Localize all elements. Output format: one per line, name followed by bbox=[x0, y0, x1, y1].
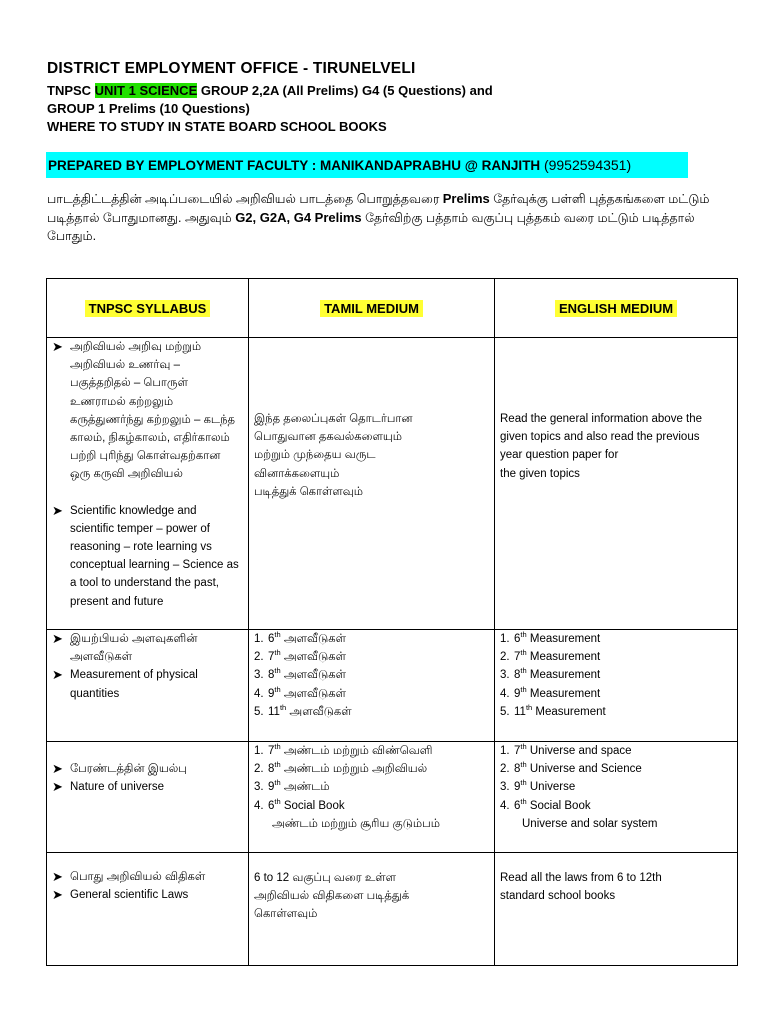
list-item: 2. 7th அளவீடுகள் bbox=[254, 648, 347, 664]
list-item: 3. 9th அண்டம் bbox=[254, 778, 330, 794]
bullet-icon: ➤ bbox=[52, 869, 63, 884]
syllabus-text-en: Nature of universe bbox=[70, 781, 164, 794]
document-title: DISTRICT EMPLOYMENT OFFICE - TIRUNELVELI bbox=[47, 60, 416, 77]
phone-number: (9952594351) bbox=[543, 157, 632, 173]
prepared-by-banner bbox=[46, 152, 688, 178]
table-row bbox=[47, 742, 738, 853]
syllabus-text-ta: பேரண்டத்தின் இயல்பு bbox=[70, 763, 187, 775]
cell-line: கொள்ளவும் bbox=[254, 908, 318, 921]
list-item: 1. 6th அளவீடுகள் bbox=[254, 630, 347, 645]
cell-line: அண்டம் மற்றும் சூரிய குடும்பம் bbox=[272, 817, 440, 830]
intro-bold-2: G2, G2A, G4 Prelims bbox=[235, 209, 362, 225]
english-cell bbox=[495, 742, 738, 853]
list-item: 2. 8th அண்டம் மற்றும் அறிவியல் bbox=[254, 760, 428, 776]
list-item: 2. 7th Measurement bbox=[500, 648, 601, 664]
cell-line: பொதுவான தகவல்களையும் bbox=[254, 431, 402, 444]
table-row bbox=[47, 853, 738, 966]
list-item: 3. 8th அளவீடுகள் bbox=[254, 666, 347, 682]
list-item: 5. 11th Measurement bbox=[500, 702, 606, 718]
bullet-item bbox=[52, 868, 243, 886]
intro-text-2: தேர்வுக்கு பள்ளி புத்தகங்களை மட்டும் படித்தால் போதுமானது. அதுவும் bbox=[47, 192, 710, 225]
syllabus-cell bbox=[47, 742, 249, 853]
syllabus-cell bbox=[47, 853, 249, 966]
bullet-icon: ➤ bbox=[52, 667, 63, 683]
intro-bold-1: Prelims bbox=[442, 191, 490, 206]
cell-line: Read the general information above the bbox=[500, 413, 703, 425]
list-item: 1. 7th அண்டம் மற்றும் விண்வெளி bbox=[254, 742, 433, 757]
list-item: 3. 9th Universe bbox=[500, 778, 576, 794]
tamil-cell bbox=[249, 853, 495, 966]
bullet-item bbox=[52, 760, 243, 778]
syllabus-text-en: Scientific knowledge and scientific temper – power of reasoning – rote learning vs conceptual learning – Science as a tool to understand the past, present and future bbox=[70, 504, 239, 608]
cell-line: Read all the laws from 6 to 12th bbox=[500, 872, 662, 884]
subtitle-line-3: WHERE TO STUDY IN STATE BOARD SCHOOL BOOKS bbox=[47, 119, 387, 134]
subtitle-prefix: TNPSC bbox=[47, 83, 95, 98]
syllabus-cell bbox=[47, 630, 249, 742]
bullet-icon: ➤ bbox=[52, 779, 63, 795]
cell-line: 6 to 12 வகுப்பு வரை உள்ள bbox=[254, 872, 397, 884]
bullet-icon: ➤ bbox=[52, 339, 63, 354]
bullet-item bbox=[52, 666, 243, 702]
syllabus-text-ta: பொது அறிவியல் விதிகள் bbox=[70, 871, 206, 883]
list-item: 1. 6th Measurement bbox=[500, 630, 601, 645]
table-header-row bbox=[47, 279, 738, 338]
list-item: 5. 11th அளவீடுகள் bbox=[254, 702, 352, 718]
english-cell bbox=[495, 853, 738, 966]
syllabus-text-ta: அறிவியல் அறிவு மற்றும் அறிவியல் உணர்வு – பகுத்தறிதல் – பொருள் உணராமல் கற்றலும் கருத்துணர்ந்து கற்றலும் – கடந்த காலம், நிகழ்காலம், எதிர்காலம் பற்றி புரிந்து கொள்வதற்கான ஒரு கருவி அறிவியல் bbox=[70, 341, 235, 481]
bullet-item bbox=[52, 502, 243, 611]
intro-text-3: தேர்விற்கு பத்தாம் வகுப்பு புத்தகம் வரை மட்டும் படித்தால் போதும். bbox=[47, 210, 695, 243]
syllabus-text-en: Measurement of physical quantities bbox=[70, 669, 198, 700]
syllabus-cell bbox=[47, 338, 249, 630]
unit-highlight: UNIT 1 SCIENCE bbox=[94, 83, 198, 98]
cell-line: அறிவியல் விதிகளை படித்துக் bbox=[254, 890, 410, 903]
subtitle-suffix: GROUP 2,2A (All Prelims) G4 (5 Questions) and bbox=[197, 83, 493, 98]
bullet-icon: ➤ bbox=[52, 502, 63, 518]
list-item: 2. 8th Universe and Science bbox=[500, 760, 642, 776]
cell-line: given topics and also read the previous bbox=[500, 431, 700, 444]
bullet-item bbox=[52, 886, 243, 904]
subtitle-line-2: GROUP 1 Prelims (10 Questions) bbox=[47, 101, 250, 116]
list-item: 4. 9th அளவீடுகள் bbox=[254, 684, 347, 700]
prepared-by-label: PREPARED BY EMPLOYMENT FACULTY : MANIKANDAPRABHU @ RANJITH bbox=[48, 158, 544, 173]
bullet-icon: ➤ bbox=[52, 761, 63, 776]
cell-line: இந்த தலைப்புகள் தொடர்பான bbox=[254, 413, 413, 425]
header-syllabus: TNPSC SYLLABUS bbox=[47, 279, 249, 338]
header-english: ENGLISH MEDIUM bbox=[495, 279, 738, 338]
cell-line: மற்றும் முந்தைய வருட bbox=[254, 449, 376, 462]
list-item: 4. 6th Social Book bbox=[254, 796, 345, 812]
english-cell bbox=[495, 338, 738, 630]
cell-line: the given topics bbox=[500, 467, 580, 480]
intro-paragraph bbox=[47, 190, 737, 246]
tamil-cell bbox=[249, 742, 495, 853]
english-cell bbox=[495, 630, 738, 742]
tamil-cell bbox=[249, 630, 495, 742]
cell-line: year question paper for bbox=[500, 449, 619, 462]
syllabus-text-ta: இயற்பியல் அளவுகளின் அளவீடுகள் bbox=[70, 633, 198, 664]
bullet-item bbox=[52, 630, 243, 666]
bullet-item bbox=[52, 778, 243, 796]
list-item: 3. 8th Measurement bbox=[500, 666, 601, 682]
bullet-item bbox=[52, 338, 243, 484]
cell-line: standard school books bbox=[500, 890, 616, 903]
syllabus-text-en: General scientific Laws bbox=[70, 889, 189, 902]
syllabus-table bbox=[46, 278, 738, 966]
list-item: 1. 7th Universe and space bbox=[500, 742, 632, 757]
list-item: 4. 6th Social Book bbox=[500, 796, 591, 812]
subtitle-line bbox=[47, 83, 493, 98]
intro-text-1: பாடத்திட்டத்தின் அடிப்படையில் அறிவியல் பாடத்தை பொறுத்தவரை bbox=[47, 192, 443, 206]
header-tamil: TAMIL MEDIUM bbox=[249, 279, 495, 338]
bullet-icon: ➤ bbox=[52, 631, 63, 646]
bullet-icon: ➤ bbox=[52, 887, 63, 903]
tamil-cell bbox=[249, 338, 495, 630]
table-row bbox=[47, 338, 738, 630]
cell-line: வினாக்களையும் bbox=[254, 467, 340, 480]
list-item: 4. 9th Measurement bbox=[500, 684, 601, 700]
cell-line: படித்துக் கொள்ளவும் bbox=[254, 485, 364, 498]
table-row bbox=[47, 630, 738, 742]
cell-line: Universe and solar system bbox=[522, 817, 658, 830]
